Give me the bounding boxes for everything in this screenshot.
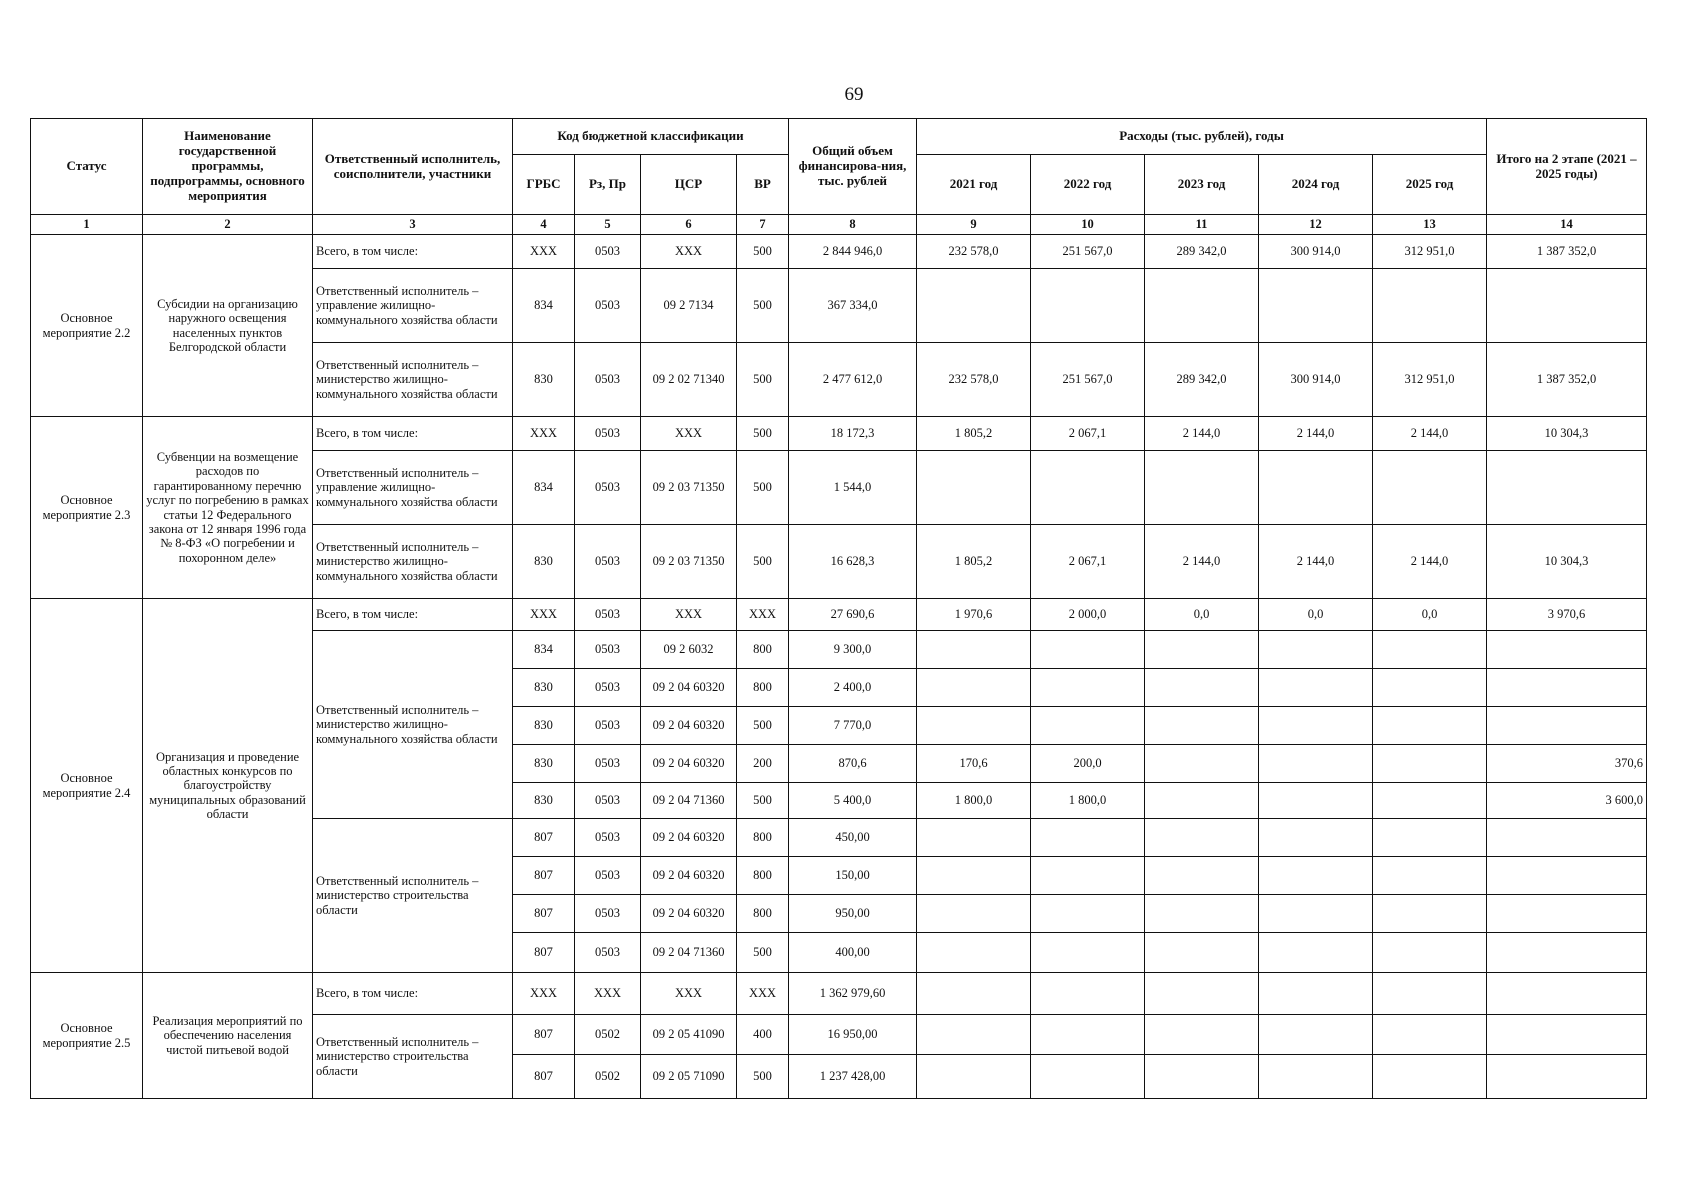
total-cell: 367 334,0 <box>789 269 917 343</box>
total-cell: 950,00 <box>789 895 917 933</box>
y2022-cell: 2 067,1 <box>1031 525 1145 599</box>
y2021-cell: 1 805,2 <box>917 525 1031 599</box>
total-cell: 5 400,0 <box>789 783 917 819</box>
name-cell: Субвенции на возмещение расходов по гарантированному перечню услуг по погребению в рамках статьи 12 Федерального закона от 12 января 1996 года № 8-ФЗ «О погребении и похоронном деле» <box>143 417 313 599</box>
y2021-cell <box>917 895 1031 933</box>
rzpr-cell: 0503 <box>575 857 641 895</box>
y2023-cell: 0,0 <box>1145 599 1259 631</box>
stage-total-cell <box>1487 669 1647 707</box>
header-2022: 2022 год <box>1031 155 1145 215</box>
rzpr-cell: 0503 <box>575 599 641 631</box>
y2021-cell <box>917 707 1031 745</box>
grbs-cell: 830 <box>513 525 575 599</box>
table-row <box>31 599 1647 631</box>
y2021-cell: 1 970,6 <box>917 599 1031 631</box>
header-2021: 2021 год <box>917 155 1031 215</box>
csr-cell: 09 2 04 71360 <box>641 933 737 973</box>
vr-cell: 800 <box>737 669 789 707</box>
grbs-cell: 834 <box>513 269 575 343</box>
csr-cell: 09 2 03 71350 <box>641 525 737 599</box>
table-row <box>31 235 1647 269</box>
grbs-cell: 807 <box>513 933 575 973</box>
y2022-cell <box>1031 631 1145 669</box>
y2024-cell <box>1259 669 1373 707</box>
vr-cell: 800 <box>737 631 789 669</box>
rzpr-cell: 0503 <box>575 343 641 417</box>
y2024-cell: 0,0 <box>1259 599 1373 631</box>
y2021-cell <box>917 451 1031 525</box>
stage-total-cell: 3 600,0 <box>1487 783 1647 819</box>
y2024-cell <box>1259 1015 1373 1055</box>
y2024-cell: 300 914,0 <box>1259 343 1373 417</box>
responsible-cell: Ответственный исполнитель – министерство жилищно-коммунального хозяйства области <box>313 631 513 819</box>
total-cell: 400,00 <box>789 933 917 973</box>
header-grbs: ГРБС <box>513 155 575 215</box>
y2025-cell: 312 951,0 <box>1373 343 1487 417</box>
rzpr-cell: 0502 <box>575 1015 641 1055</box>
y2021-cell: 170,6 <box>917 745 1031 783</box>
name-cell: Субсидии на организацию наружного освещения населенных пунктов Белгородской области <box>143 235 313 417</box>
column-number-row <box>31 215 1647 235</box>
total-cell: 18 172,3 <box>789 417 917 451</box>
stage-total-cell <box>1487 895 1647 933</box>
csr-cell: 09 2 04 60320 <box>641 669 737 707</box>
stage-total-cell <box>1487 857 1647 895</box>
y2024-cell <box>1259 631 1373 669</box>
responsible-cell: Ответственный исполнитель – министерство жилищно-коммунального хозяйства области <box>313 343 513 417</box>
rzpr-cell: 0503 <box>575 451 641 525</box>
header-total: Общий объем финансирова-ния, тыс. рублей <box>789 119 917 215</box>
y2022-cell <box>1031 857 1145 895</box>
y2024-cell <box>1259 973 1373 1015</box>
header-status: Статус <box>31 119 143 215</box>
y2021-cell: 232 578,0 <box>917 235 1031 269</box>
y2025-cell: 2 144,0 <box>1373 525 1487 599</box>
vr-cell: 500 <box>737 269 789 343</box>
responsible-cell: Ответственный исполнитель – управление жилищно-коммунального хозяйства области <box>313 269 513 343</box>
y2024-cell <box>1259 819 1373 857</box>
rzpr-cell: XXX <box>575 973 641 1015</box>
y2021-cell: 232 578,0 <box>917 343 1031 417</box>
y2022-cell <box>1031 269 1145 343</box>
y2023-cell <box>1145 783 1259 819</box>
grbs-cell: 830 <box>513 669 575 707</box>
rzpr-cell: 0503 <box>575 631 641 669</box>
grbs-cell: XXX <box>513 417 575 451</box>
y2025-cell: 312 951,0 <box>1373 235 1487 269</box>
total-cell: 870,6 <box>789 745 917 783</box>
y2022-cell: 2 000,0 <box>1031 599 1145 631</box>
csr-cell: 09 2 04 60320 <box>641 745 737 783</box>
y2023-cell <box>1145 269 1259 343</box>
csr-cell: 09 2 04 60320 <box>641 819 737 857</box>
y2023-cell <box>1145 631 1259 669</box>
y2023-cell: 2 144,0 <box>1145 417 1259 451</box>
stage-total-cell: 1 387 352,0 <box>1487 343 1647 417</box>
y2021-cell: 1 800,0 <box>917 783 1031 819</box>
y2025-cell <box>1373 1055 1487 1099</box>
rzpr-cell: 0502 <box>575 1055 641 1099</box>
header-stage-total: Итого на 2 этапе (2021 – 2025 годы) <box>1487 119 1647 215</box>
responsible-cell: Ответственный исполнитель – управление жилищно-коммунального хозяйства области <box>313 451 513 525</box>
grbs-cell: 807 <box>513 1055 575 1099</box>
y2023-cell <box>1145 819 1259 857</box>
total-cell: 7 770,0 <box>789 707 917 745</box>
y2023-cell <box>1145 1015 1259 1055</box>
grbs-cell: 830 <box>513 707 575 745</box>
y2025-cell <box>1373 269 1487 343</box>
y2025-cell <box>1373 745 1487 783</box>
grbs-cell: 834 <box>513 631 575 669</box>
y2023-cell <box>1145 857 1259 895</box>
y2022-cell <box>1031 707 1145 745</box>
column-number: 10 <box>1031 215 1145 235</box>
y2022-cell <box>1031 819 1145 857</box>
column-number: 6 <box>641 215 737 235</box>
vr-cell: XXX <box>737 599 789 631</box>
responsible-cell: Всего, в том числе: <box>313 417 513 451</box>
vr-cell: 500 <box>737 343 789 417</box>
column-number: 13 <box>1373 215 1487 235</box>
vr-cell: 500 <box>737 451 789 525</box>
y2021-cell <box>917 631 1031 669</box>
rzpr-cell: 0503 <box>575 933 641 973</box>
y2021-cell <box>917 933 1031 973</box>
y2022-cell <box>1031 1055 1145 1099</box>
y2025-cell <box>1373 451 1487 525</box>
column-number: 5 <box>575 215 641 235</box>
y2021-cell <box>917 269 1031 343</box>
y2021-cell <box>917 1055 1031 1099</box>
rzpr-cell: 0503 <box>575 895 641 933</box>
header-code-group: Код бюджетной классификации <box>513 119 789 155</box>
rzpr-cell: 0503 <box>575 235 641 269</box>
y2025-cell: 2 144,0 <box>1373 417 1487 451</box>
grbs-cell: 807 <box>513 1015 575 1055</box>
total-cell: 1 544,0 <box>789 451 917 525</box>
vr-cell: 500 <box>737 417 789 451</box>
grbs-cell: 830 <box>513 783 575 819</box>
y2025-cell <box>1373 895 1487 933</box>
stage-total-cell <box>1487 933 1647 973</box>
total-cell: 2 400,0 <box>789 669 917 707</box>
y2024-cell <box>1259 933 1373 973</box>
y2025-cell <box>1373 933 1487 973</box>
responsible-cell: Ответственный исполнитель – министерство жилищно-коммунального хозяйства области <box>313 525 513 599</box>
csr-cell: XXX <box>641 417 737 451</box>
header-name: Наименование государственной программы, подпрограммы, основного мероприятия <box>143 119 313 215</box>
y2025-cell <box>1373 1015 1487 1055</box>
csr-cell: 09 2 04 60320 <box>641 707 737 745</box>
status-cell: Основное мероприятие 2.3 <box>31 417 143 599</box>
column-number: 1 <box>31 215 143 235</box>
y2022-cell <box>1031 451 1145 525</box>
column-number: 3 <box>313 215 513 235</box>
y2023-cell <box>1145 933 1259 973</box>
y2024-cell <box>1259 895 1373 933</box>
vr-cell: 400 <box>737 1015 789 1055</box>
stage-total-cell <box>1487 1015 1647 1055</box>
column-number: 4 <box>513 215 575 235</box>
column-number: 2 <box>143 215 313 235</box>
responsible-cell: Ответственный исполнитель – министерство строительства области <box>313 819 513 973</box>
y2023-cell: 289 342,0 <box>1145 235 1259 269</box>
y2022-cell <box>1031 933 1145 973</box>
y2024-cell: 2 144,0 <box>1259 417 1373 451</box>
vr-cell: 500 <box>737 933 789 973</box>
grbs-cell: 834 <box>513 451 575 525</box>
y2021-cell <box>917 819 1031 857</box>
header-csr: ЦСР <box>641 155 737 215</box>
y2024-cell: 2 144,0 <box>1259 525 1373 599</box>
y2022-cell <box>1031 973 1145 1015</box>
csr-cell: 09 2 02 71340 <box>641 343 737 417</box>
y2022-cell <box>1031 895 1145 933</box>
y2021-cell <box>917 1015 1031 1055</box>
y2022-cell: 251 567,0 <box>1031 343 1145 417</box>
responsible-cell: Ответственный исполнитель – министерство строительства области <box>313 1015 513 1099</box>
vr-cell: 500 <box>737 783 789 819</box>
rzpr-cell: 0503 <box>575 269 641 343</box>
csr-cell: XXX <box>641 235 737 269</box>
vr-cell: XXX <box>737 973 789 1015</box>
rzpr-cell: 0503 <box>575 669 641 707</box>
y2024-cell <box>1259 707 1373 745</box>
vr-cell: 800 <box>737 857 789 895</box>
vr-cell: 200 <box>737 745 789 783</box>
y2024-cell <box>1259 857 1373 895</box>
grbs-cell: 807 <box>513 819 575 857</box>
y2025-cell <box>1373 783 1487 819</box>
y2024-cell: 300 914,0 <box>1259 235 1373 269</box>
y2025-cell: 0,0 <box>1373 599 1487 631</box>
csr-cell: 09 2 04 71360 <box>641 783 737 819</box>
stage-total-cell <box>1487 451 1647 525</box>
page-number: 69 <box>844 84 864 105</box>
y2023-cell <box>1145 451 1259 525</box>
y2021-cell: 1 805,2 <box>917 417 1031 451</box>
table-row <box>31 417 1647 451</box>
header-2025: 2025 год <box>1373 155 1487 215</box>
csr-cell: 09 2 03 71350 <box>641 451 737 525</box>
budget-table-wrap <box>30 118 1646 1099</box>
header-row-1 <box>31 119 1647 155</box>
stage-total-cell <box>1487 1055 1647 1099</box>
rzpr-cell: 0503 <box>575 783 641 819</box>
y2023-cell <box>1145 973 1259 1015</box>
header-rzpr: Рз, Пр <box>575 155 641 215</box>
rzpr-cell: 0503 <box>575 417 641 451</box>
vr-cell: 800 <box>737 895 789 933</box>
y2025-cell <box>1373 973 1487 1015</box>
y2024-cell <box>1259 451 1373 525</box>
y2023-cell <box>1145 707 1259 745</box>
grbs-cell: 830 <box>513 745 575 783</box>
grbs-cell: XXX <box>513 599 575 631</box>
y2025-cell <box>1373 857 1487 895</box>
y2022-cell: 251 567,0 <box>1031 235 1145 269</box>
column-number: 12 <box>1259 215 1373 235</box>
name-cell: Организация и проведение областных конкурсов по благоустройству муниципальных образований области <box>143 599 313 973</box>
total-cell: 150,00 <box>789 857 917 895</box>
stage-total-cell <box>1487 707 1647 745</box>
status-cell: Основное мероприятие 2.4 <box>31 599 143 973</box>
csr-cell: 09 2 6032 <box>641 631 737 669</box>
csr-cell: XXX <box>641 599 737 631</box>
y2023-cell: 289 342,0 <box>1145 343 1259 417</box>
table-row <box>31 973 1647 1015</box>
status-cell: Основное мероприятие 2.5 <box>31 973 143 1099</box>
stage-total-cell <box>1487 631 1647 669</box>
stage-total-cell: 10 304,3 <box>1487 417 1647 451</box>
stage-total-cell <box>1487 269 1647 343</box>
responsible-cell: Всего, в том числе: <box>313 235 513 269</box>
vr-cell: 500 <box>737 525 789 599</box>
y2025-cell <box>1373 819 1487 857</box>
rzpr-cell: 0503 <box>575 819 641 857</box>
y2022-cell <box>1031 1015 1145 1055</box>
total-cell: 16 628,3 <box>789 525 917 599</box>
responsible-cell: Всего, в том числе: <box>313 599 513 631</box>
total-cell: 1 237 428,00 <box>789 1055 917 1099</box>
csr-cell: XXX <box>641 973 737 1015</box>
y2024-cell <box>1259 745 1373 783</box>
header-responsible: Ответственный исполнитель, соисполнители, участники <box>313 119 513 215</box>
y2022-cell: 2 067,1 <box>1031 417 1145 451</box>
grbs-cell: XXX <box>513 973 575 1015</box>
y2024-cell <box>1259 269 1373 343</box>
vr-cell: 500 <box>737 707 789 745</box>
column-number: 9 <box>917 215 1031 235</box>
name-cell: Реализация мероприятий по обеспечению населения чистой питьевой водой <box>143 973 313 1099</box>
vr-cell: 500 <box>737 235 789 269</box>
column-number: 11 <box>1145 215 1259 235</box>
y2024-cell <box>1259 783 1373 819</box>
csr-cell: 09 2 04 60320 <box>641 895 737 933</box>
y2022-cell <box>1031 669 1145 707</box>
total-cell: 450,00 <box>789 819 917 857</box>
total-cell: 27 690,6 <box>789 599 917 631</box>
header-expenses-group: Расходы (тыс. рублей), годы <box>917 119 1487 155</box>
stage-total-cell <box>1487 819 1647 857</box>
grbs-cell: 830 <box>513 343 575 417</box>
y2023-cell <box>1145 745 1259 783</box>
grbs-cell: 807 <box>513 857 575 895</box>
column-number: 7 <box>737 215 789 235</box>
rzpr-cell: 0503 <box>575 525 641 599</box>
stage-total-cell: 1 387 352,0 <box>1487 235 1647 269</box>
csr-cell: 09 2 05 41090 <box>641 1015 737 1055</box>
y2024-cell <box>1259 1055 1373 1099</box>
header-2023: 2023 год <box>1145 155 1259 215</box>
y2025-cell <box>1373 631 1487 669</box>
stage-total-cell: 3 970,6 <box>1487 599 1647 631</box>
y2023-cell <box>1145 669 1259 707</box>
total-cell: 2 844 946,0 <box>789 235 917 269</box>
y2022-cell: 200,0 <box>1031 745 1145 783</box>
vr-cell: 800 <box>737 819 789 857</box>
total-cell: 1 362 979,60 <box>789 973 917 1015</box>
stage-total-cell: 10 304,3 <box>1487 525 1647 599</box>
grbs-cell: 807 <box>513 895 575 933</box>
y2023-cell: 2 144,0 <box>1145 525 1259 599</box>
vr-cell: 500 <box>737 1055 789 1099</box>
stage-total-cell <box>1487 973 1647 1015</box>
rzpr-cell: 0503 <box>575 745 641 783</box>
y2023-cell <box>1145 895 1259 933</box>
rzpr-cell: 0503 <box>575 707 641 745</box>
header-vr: ВР <box>737 155 789 215</box>
y2021-cell <box>917 669 1031 707</box>
csr-cell: 09 2 04 60320 <box>641 857 737 895</box>
y2021-cell <box>917 857 1031 895</box>
y2023-cell <box>1145 1055 1259 1099</box>
status-cell: Основное мероприятие 2.2 <box>31 235 143 417</box>
grbs-cell: XXX <box>513 235 575 269</box>
y2025-cell <box>1373 669 1487 707</box>
total-cell: 16 950,00 <box>789 1015 917 1055</box>
column-number: 8 <box>789 215 917 235</box>
csr-cell: 09 2 7134 <box>641 269 737 343</box>
budget-table <box>30 118 1647 1099</box>
y2021-cell <box>917 973 1031 1015</box>
column-number: 14 <box>1487 215 1647 235</box>
total-cell: 9 300,0 <box>789 631 917 669</box>
csr-cell: 09 2 05 71090 <box>641 1055 737 1099</box>
y2025-cell <box>1373 707 1487 745</box>
header-2024: 2024 год <box>1259 155 1373 215</box>
stage-total-cell: 370,6 <box>1487 745 1647 783</box>
y2022-cell: 1 800,0 <box>1031 783 1145 819</box>
total-cell: 2 477 612,0 <box>789 343 917 417</box>
responsible-cell: Всего, в том числе: <box>313 973 513 1015</box>
